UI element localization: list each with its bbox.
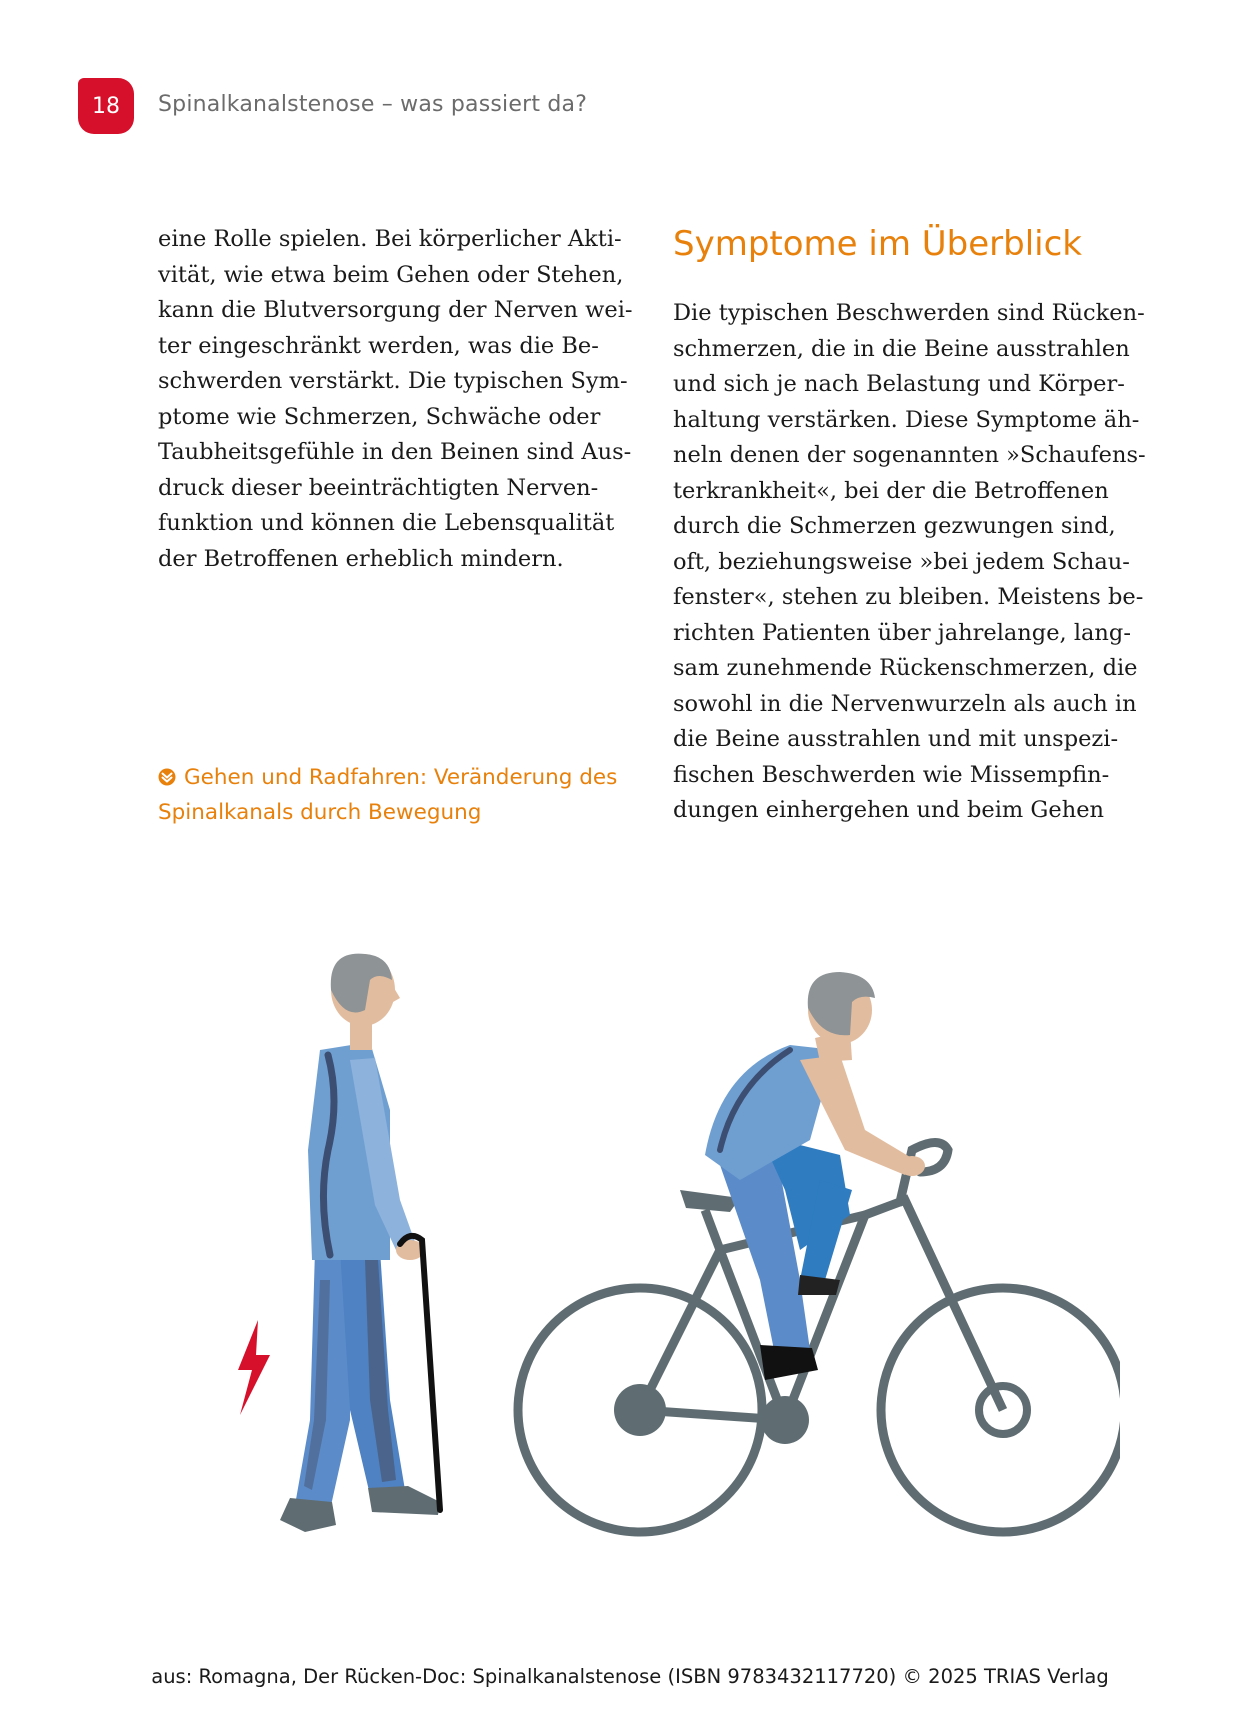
text-line: ptome wie Schmerzen, Schwäche oder <box>158 403 601 430</box>
text-line: sowohl in die Nervenwurzeln als auch in <box>673 690 1137 717</box>
section-heading: Symptome im Überblick <box>673 224 1082 264</box>
text-line: druck dieser beeinträchtigten Nerven- <box>158 474 599 501</box>
running-title: Spinalkanalstenose – was passiert da? <box>158 92 588 117</box>
text-line: eine Rolle spielen. Bei körperlicher Akti- <box>158 226 622 252</box>
text-line: und sich je nach Belastung und Körper- <box>673 371 1125 397</box>
text-line: sam zunehmende Rückenschmerzen, die <box>673 655 1138 681</box>
caption-line: Spinalkanals durch Bewegung <box>158 800 482 825</box>
caption-line: Gehen und Radfahren: Veränderung des <box>184 765 618 790</box>
text-line: fenster«, stehen zu bleiben. Meistens be- <box>673 584 1144 610</box>
text-line: die Beine ausstrahlen und mit unspezi- <box>673 726 1119 752</box>
text-line: neln denen der sogenannten »Schaufens- <box>673 442 1146 468</box>
left-text-column <box>158 222 633 577</box>
figure-caption <box>158 760 617 830</box>
right-text-column <box>673 296 1146 829</box>
text-line: schmerzen, die in die Beine ausstrahlen <box>673 335 1130 362</box>
text-line: Taubheitsgefühle in den Beinen sind Aus- <box>158 439 632 465</box>
text-line: schwerden verstärkt. Die typischen Sym- <box>158 368 628 394</box>
walking-man-figure <box>238 954 440 1532</box>
walking-and-cycling-illustration <box>200 950 1120 1570</box>
text-line: fischen Beschwerden wie Missempfin- <box>673 761 1110 788</box>
text-line: ter eingeschränkt werden, was die Be- <box>158 332 599 359</box>
text-line: haltung verstärken. Diese Symptome äh- <box>673 406 1140 433</box>
text-line: funktion und können die Lebensqualität <box>158 510 615 536</box>
text-line: richten Patienten über jahrelange, lang- <box>673 619 1131 646</box>
text-line: der Betroffenen erheblich mindern. <box>158 545 564 572</box>
text-line: dungen einhergehen und beim Gehen <box>673 797 1105 823</box>
cyclist-figure <box>518 972 1120 1532</box>
text-line: durch die Schmerzen gezwungen sind, <box>673 513 1116 539</box>
text-line: kann die Blutversorgung der Nerven wei- <box>158 297 633 323</box>
text-line: Die typischen Beschwerden sind Rücken- <box>673 300 1145 326</box>
source-footer: aus: Romagna, Der Rücken-Doc: Spinalkanalstenose (ISBN 9783432117720) © 2025 TRIAS Verlag <box>151 1665 1109 1688</box>
page-number-badge: 18 <box>78 78 134 134</box>
chevron-down-icon <box>158 768 176 786</box>
pain-bolt-icon <box>238 1320 270 1415</box>
text-line: vität, wie etwa beim Gehen oder Stehen, <box>158 261 624 288</box>
text-line: oft, beziehungsweise »bei jedem Schau- <box>673 548 1130 575</box>
text-line: terkrankheit«, bei der die Betroffenen <box>673 477 1109 504</box>
